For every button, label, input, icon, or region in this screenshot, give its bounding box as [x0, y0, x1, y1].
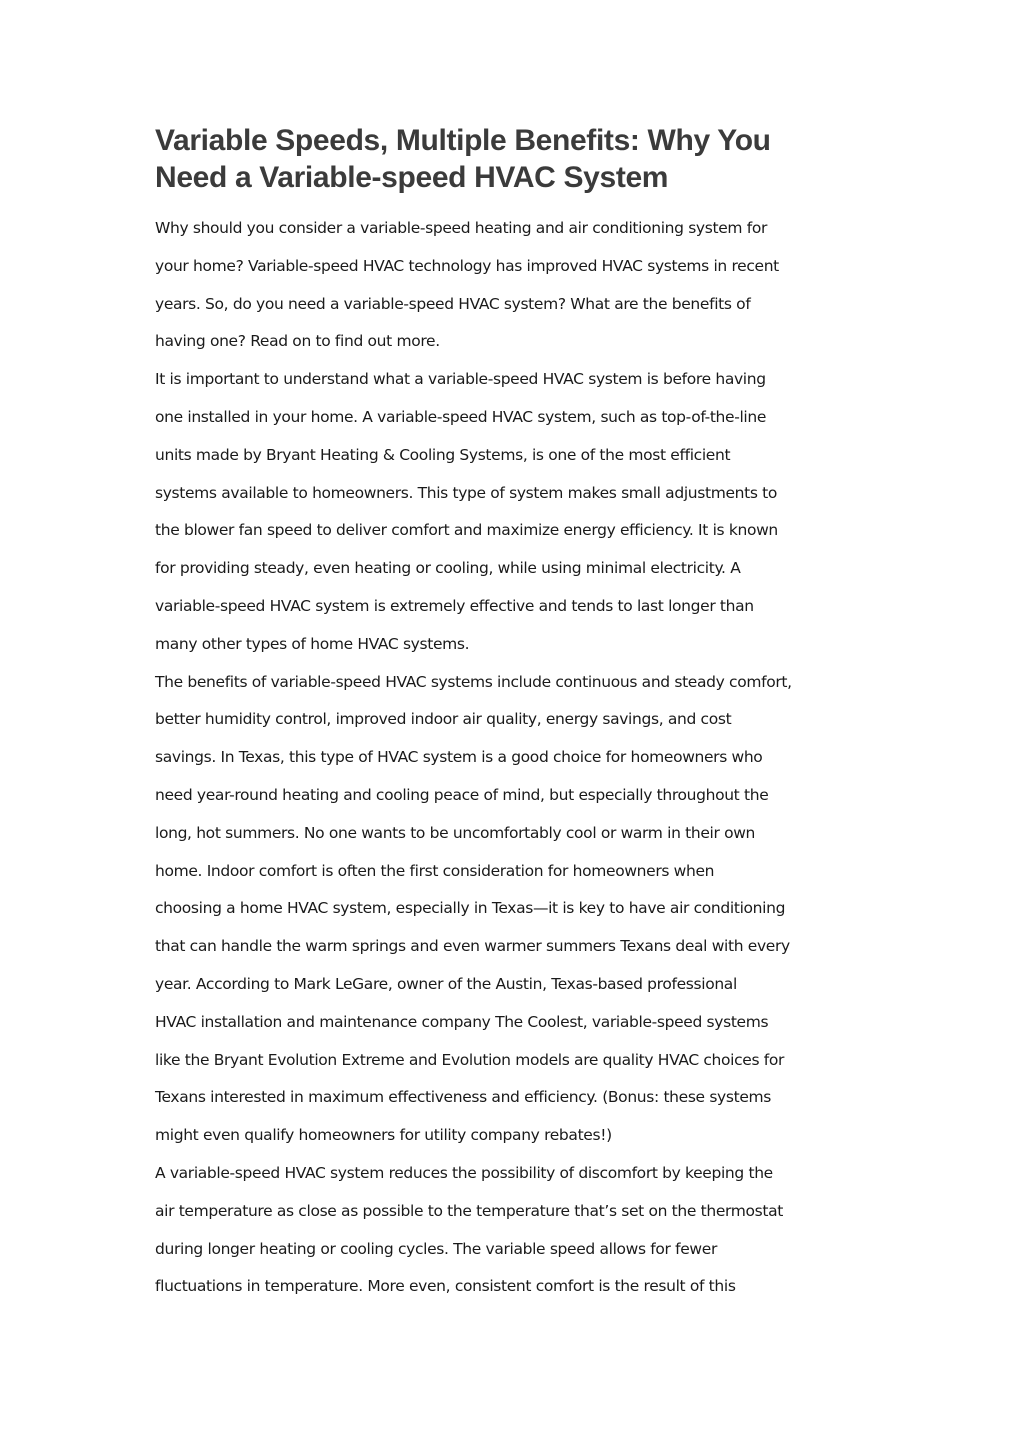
text-line: The benefits of variable-speed HVAC systems include continuous and steady comfort,	[155, 672, 792, 691]
text-line: year. According to Mark LeGare, owner of the Austin, Texas-based professional	[155, 974, 737, 993]
text-line: many other types of home HVAC systems.	[155, 634, 470, 653]
paragraph-intro	[155, 210, 895, 361]
text-line: A variable-speed HVAC system reduces the possibility of discomfort by keeping the	[155, 1163, 773, 1182]
text-line: HVAC installation and maintenance company The Coolest, variable-speed systems	[155, 1012, 769, 1031]
text-line: for providing steady, even heating or cooling, while using minimal electricity. A	[155, 559, 741, 578]
text-line: long, hot summers. No one wants to be uncomfortably cool or warm in their own	[155, 823, 756, 842]
paragraph-definition	[155, 361, 895, 663]
paragraph-benefits	[155, 664, 895, 1155]
text-line: years. So, do you need a variable-speed HVAC system? What are the benefits of	[155, 294, 751, 313]
text-line: having one? Read on to find out more.	[155, 332, 440, 351]
text-line: might even qualify homeowners for utility company rebates!)	[155, 1126, 612, 1145]
text-line: units made by Bryant Heating & Cooling Systems, is one of the most efficient	[155, 445, 731, 464]
text-line: like the Bryant Evolution Extreme and Evolution models are quality HVAC choices for	[155, 1050, 785, 1069]
text-line: better humidity control, improved indoor air quality, energy savings, and cost	[155, 710, 732, 729]
text-line: choosing a home HVAC system, especially in Texas—it is key to have air conditioning	[155, 899, 786, 918]
text-line: variable-speed HVAC system is extremely effective and tends to last longer than	[155, 596, 754, 615]
text-line: air temperature as close as possible to the temperature that’s set on the thermostat	[155, 1201, 783, 1220]
text-line: home. Indoor comfort is often the first consideration for homeowners when	[155, 861, 715, 880]
text-line: savings. In Texas, this type of HVAC system is a good choice for homeowners who	[155, 748, 763, 767]
document-body	[155, 210, 895, 1306]
title-line: Variable Speeds, Multiple Benefits: Why You	[155, 124, 771, 157]
text-line: the blower fan speed to deliver comfort and maximize energy efficiency. It is known	[155, 521, 778, 540]
text-line: need year-round heating and cooling peace of mind, but especially throughout the	[155, 785, 769, 804]
text-line: fluctuations in temperature. More even, consistent comfort is the result of this	[155, 1277, 736, 1296]
text-line: your home? Variable-speed HVAC technology has improved HVAC systems in recent	[155, 256, 779, 275]
document-title	[155, 122, 915, 196]
text-line: that can handle the warm springs and even warmer summers Texans deal with every	[155, 937, 790, 956]
paragraph-comfort	[155, 1155, 895, 1306]
text-line: systems available to homeowners. This type of system makes small adjustments to	[155, 483, 778, 502]
text-line: Why should you consider a variable-speed heating and air conditioning system for	[155, 219, 767, 237]
text-line: during longer heating or cooling cycles. The variable speed allows for fewer	[155, 1239, 717, 1258]
text-line: one installed in your home. A variable-speed HVAC system, such as top-of-the-line	[155, 407, 767, 426]
text-line: Texans interested in maximum effectiveness and efficiency. (Bonus: these systems	[155, 1088, 771, 1107]
text-line: It is important to understand what a variable-speed HVAC system is before having	[155, 370, 766, 389]
title-line: Need a Variable-speed HVAC System	[155, 161, 669, 194]
